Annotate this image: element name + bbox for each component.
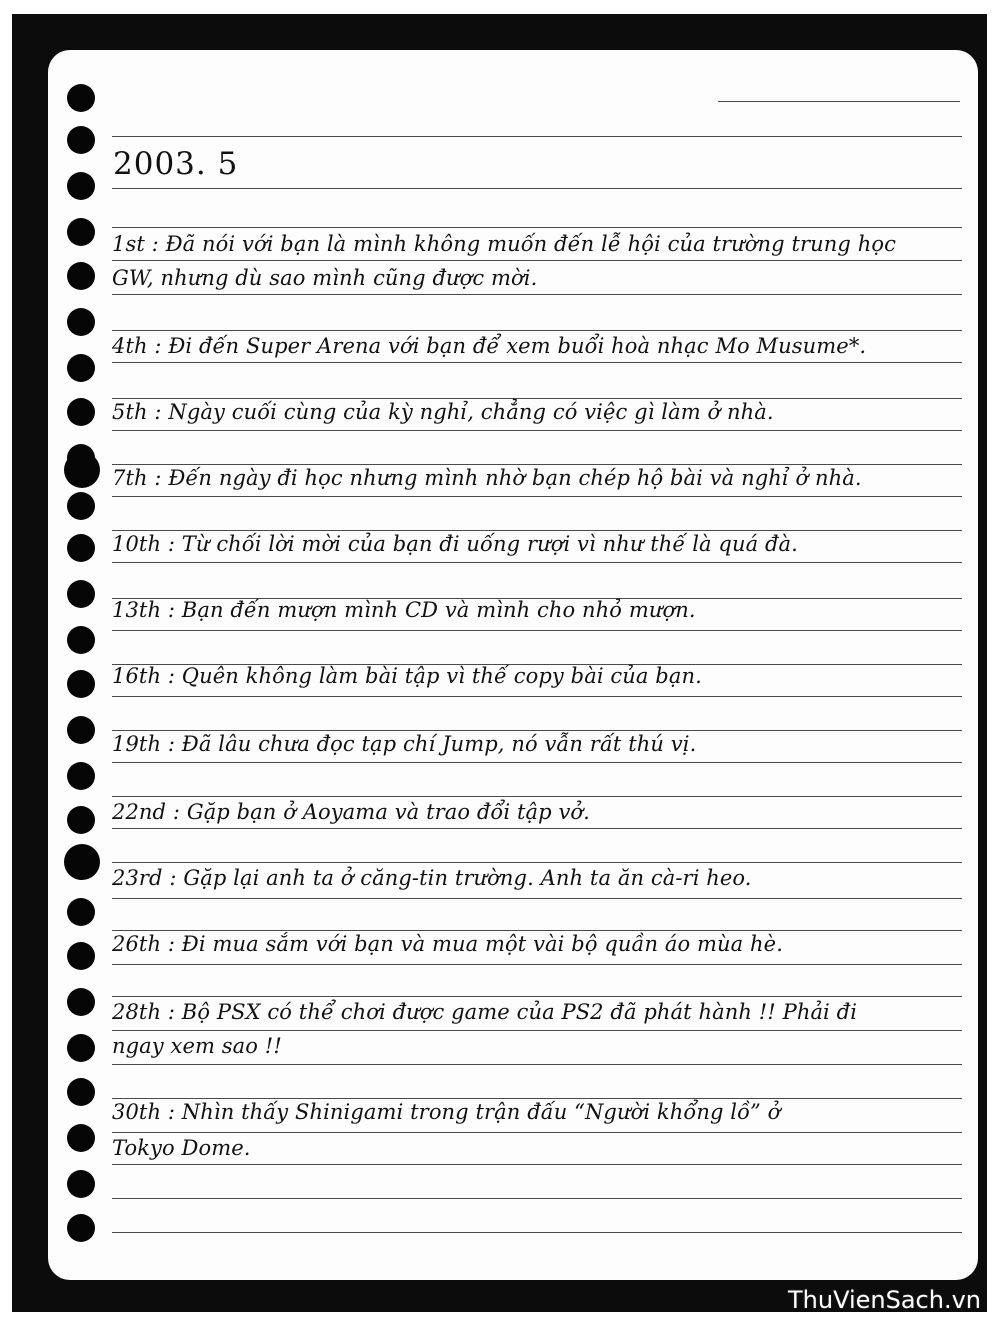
binder-hole <box>67 1034 95 1062</box>
ruled-line <box>112 136 962 137</box>
ruled-line <box>112 188 962 189</box>
ruled-line <box>112 862 962 863</box>
diary-entry-line: 30th : Nhìn thấy Shinigami trong trận đấu “Người khổng lồ” ở <box>112 1100 781 1124</box>
ruled-line <box>112 828 962 829</box>
ruled-line <box>112 964 962 965</box>
ruled-line <box>112 430 962 431</box>
diary-entry-line: 5th : Ngày cuối cùng của kỳ nghỉ, chẳng có việc gì làm ở nhà. <box>112 400 774 424</box>
diary-entry-line: 26th : Đi mua sắm với bạn và mua một vài bộ quần áo mùa hè. <box>112 932 783 956</box>
binder-hole <box>67 1214 95 1242</box>
diary-entry-line: 16th : Quên không làm bài tập vì thế copy bài của bạn. <box>112 664 702 688</box>
binder-hole <box>67 534 95 562</box>
ruled-line <box>112 227 962 228</box>
binder-hole <box>67 218 95 246</box>
diary-entry-line: 7th : Đến ngày đi học nhưng mình nhờ bạn chép hộ bài và nghỉ ở nhà. <box>112 466 862 490</box>
binder-hole <box>67 988 95 1016</box>
diary-entry-line: GW, nhưng dù sao mình cũng được mời. <box>112 266 538 290</box>
diary-entry-line: 22nd : Gặp bạn ở Aoyama và trao đổi tập vở. <box>112 800 590 824</box>
binder-hole <box>67 308 95 336</box>
binder-hole <box>67 806 95 834</box>
diary-entry-line: 1st : Đã nói với bạn là mình không muốn đến lễ hội của trường trung học <box>112 232 896 256</box>
binder-hole <box>67 670 95 698</box>
binder-hole <box>64 452 100 488</box>
diary-entry-line: ngay xem sao !! <box>112 1034 282 1058</box>
binder-hole <box>67 1078 95 1106</box>
binder-hole <box>67 942 95 970</box>
ruled-line <box>112 330 962 331</box>
diary-entry-line: 28th : Bộ PSX có thể chơi được game của PS2 đã phát hành !! Phải đi <box>112 1000 858 1024</box>
binder-hole <box>67 898 95 926</box>
binder-hole <box>67 626 95 654</box>
diary-date: 2003. 5 <box>113 146 239 182</box>
ruled-line <box>112 1064 962 1065</box>
ruled-line <box>112 730 962 731</box>
diary-entry-line: 4th : Đi đến Super Arena với bạn để xem buổi hoà nhạc Mo Musume*. <box>112 334 867 358</box>
binder-hole <box>67 172 95 200</box>
diary-entry-line: 19th : Đã lâu chưa đọc tạp chí Jump, nó vẫn rất thú vị. <box>112 732 697 756</box>
ruled-line <box>112 562 962 563</box>
ruled-line <box>112 796 962 797</box>
diary-entry-line: 13th : Bạn đến mượn mình CD và mình cho nhỏ mượn. <box>112 598 696 622</box>
binder-hole <box>67 762 95 790</box>
ruled-line <box>112 762 962 763</box>
ruled-line <box>112 530 962 531</box>
binder-hole <box>67 126 95 154</box>
binder-hole <box>67 1170 95 1198</box>
binder-hole <box>67 354 95 382</box>
binder-hole <box>67 84 95 112</box>
ruled-line <box>112 898 962 899</box>
ruled-line <box>112 1098 962 1099</box>
binder-hole <box>67 716 95 744</box>
ruled-line <box>112 362 962 363</box>
ruled-line <box>112 1164 962 1165</box>
ruled-line <box>112 1198 962 1199</box>
diary-entry-line: Tokyo Dome. <box>112 1136 251 1160</box>
ruled-line <box>718 101 960 102</box>
diary-entry-line: 23rd : Gặp lại anh ta ở căng-tin trường. Anh ta ăn cà-ri heo. <box>112 866 752 890</box>
binder-hole <box>67 492 95 520</box>
ruled-line <box>112 260 962 261</box>
ruled-line <box>112 930 962 931</box>
ruled-line <box>112 398 962 399</box>
ruled-line <box>112 996 962 997</box>
binder-hole <box>67 580 95 608</box>
ruled-line <box>112 696 962 697</box>
binder-hole <box>67 398 95 426</box>
binder-hole <box>64 844 100 880</box>
ruled-line <box>112 294 962 295</box>
binder-hole <box>67 1124 95 1152</box>
ruled-line <box>112 1132 962 1133</box>
diary-entry-line: 10th : Từ chối lời mời của bạn đi uống rượi vì như thế là quá đà. <box>112 532 798 556</box>
ruled-line <box>112 496 962 497</box>
ruled-line <box>112 464 962 465</box>
binder-hole <box>67 262 95 290</box>
ruled-line <box>112 630 962 631</box>
watermark: ThuVienSach.vn <box>787 1286 981 1314</box>
ruled-line <box>112 1030 962 1031</box>
ruled-line <box>112 1232 962 1233</box>
